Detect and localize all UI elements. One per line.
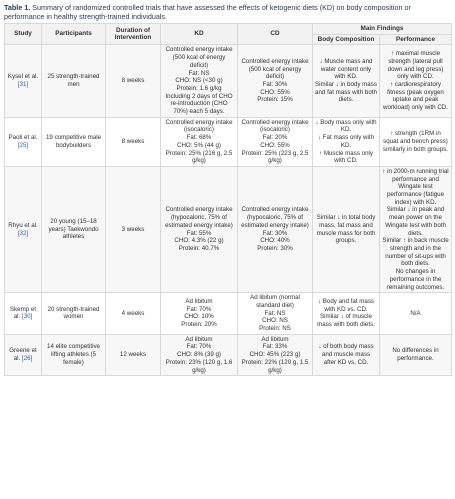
kd-cell-line: CHO: 8% (39 g) xyxy=(176,351,221,359)
header-cd: CD xyxy=(238,24,313,45)
cd-cell-line: Controlled energy intake (isocaloric) xyxy=(241,118,309,134)
kd-cell-line: Fat: 70% xyxy=(186,343,212,351)
performance-cell-line: No differences in performance. xyxy=(392,347,439,362)
cd-cell-line: CHO: 55% xyxy=(260,88,290,96)
performance-cell-line: ↑ maximal muscle strength (lateral pull down and leg press) only with CD. xyxy=(387,50,444,81)
body-composition-cell-line: ↓ Body and fat mass with KD vs. CD. xyxy=(317,298,375,313)
duration-cell: 12 weeks xyxy=(106,334,161,376)
performance-cell xyxy=(380,166,452,292)
performance-cell xyxy=(380,293,452,335)
cd-cell xyxy=(238,334,313,376)
cd-cell-line: Fat: 30% xyxy=(262,81,288,89)
cd-cell xyxy=(238,166,313,292)
study-cell xyxy=(5,293,42,335)
body-composition-cell-line: ↓ Body mass only with KD. xyxy=(315,118,377,134)
duration-cell: 8 weeks xyxy=(106,117,161,166)
body-composition-cell-line: ↓ of both body mass and muscle mass after KD vs. CD. xyxy=(318,343,374,366)
study-name: Rhyu et al. xyxy=(8,221,38,229)
kd-cell-line: Fat: 68% xyxy=(186,134,212,142)
table-row xyxy=(5,166,452,292)
cd-cell-line: CHO: 45% (223 g) xyxy=(249,351,301,359)
caption-text: Summary of randomized controlled trials that have assessed the effects of ketogenic diets (KD) on body composition or performance in healthy strength-trained individuals. xyxy=(4,3,411,21)
header-duration: Duration of Intervention xyxy=(106,24,161,45)
header-kd: KD xyxy=(161,24,238,45)
cd-cell-line: Fat: 30% xyxy=(262,229,288,237)
body-composition-cell xyxy=(313,166,380,292)
participants-cell: 25 strength-trained men xyxy=(42,45,106,117)
study-name: Kysel et al. xyxy=(7,73,39,81)
header-main-findings: Main Findings xyxy=(313,24,452,35)
cd-cell-line: Protein: 15% xyxy=(257,96,293,104)
kd-cell xyxy=(161,334,238,376)
cd-cell-line: Protein: 22% (120 g, 1.5 g/kg) xyxy=(241,358,309,374)
kd-cell-line: Fat: 55% xyxy=(186,229,212,237)
header-study: Study xyxy=(5,24,42,45)
body-composition-cell xyxy=(313,45,380,117)
body-composition-cell-line: ↓ Fat mass only with KD. xyxy=(317,134,375,149)
table-row xyxy=(5,45,452,117)
study-cell xyxy=(5,45,42,117)
kd-cell xyxy=(161,166,238,292)
reference-link[interactable]: [32] xyxy=(17,229,29,237)
kd-cell-line: Controlled energy intake (isocaloric) xyxy=(165,118,233,134)
duration-cell: 4 weeks xyxy=(106,293,161,335)
kd-cell xyxy=(161,45,238,117)
kd-cell-line: Ad libitum xyxy=(185,335,213,343)
kd-cell-line: Fat: NS xyxy=(188,69,210,77)
participants-cell: 14 elite competitive lifting athletes (5 female) xyxy=(42,334,106,376)
participants-cell: 19 competitive male bodybuilders xyxy=(42,117,106,166)
performance-cell xyxy=(380,117,452,166)
body-composition-cell xyxy=(313,117,380,166)
duration-cell: 3 weeks xyxy=(106,166,161,292)
performance-cell xyxy=(380,45,452,117)
body-composition-cell-line: Similar ↓ in body mass and fat mass with both diets. xyxy=(315,81,377,104)
header-performance: Performance xyxy=(380,34,452,45)
cd-cell-line: Fat: NS xyxy=(264,309,286,317)
participants-cell: 20 strength-trained women xyxy=(42,293,106,335)
table-row xyxy=(5,293,452,335)
cd-cell-line: Protein: 30% xyxy=(257,244,293,252)
kd-cell-line: Controlled energy intake (500 kcal of energy deficit) xyxy=(165,46,233,69)
cd-cell-line: Protein: NS xyxy=(259,325,291,333)
performance-cell-line: N/A xyxy=(410,309,421,317)
performance-cell-line: ↑ cardiorespiratory fitness (peak oxygen uptake and peak workload) only with CD. xyxy=(383,81,448,112)
kd-cell-line: Controlled energy intake (hypocaloric, 75% of estimated energy intake) xyxy=(165,206,233,229)
body-composition-cell-line: ↑ Muscle mass only with CD. xyxy=(319,149,373,165)
performance-cell-line: ↑ in 2000-m running trial performance and Wingate test performance (fatigue index) with KD. xyxy=(382,167,449,206)
body-composition-cell-line: Similar ↓ in total body mass, fat mass and muscle mass for both groups. xyxy=(316,214,376,245)
reference-link[interactable]: [25] xyxy=(17,141,29,149)
study-cell xyxy=(5,166,42,292)
kd-cell-line: Protein: 25% (216 g, 2.5 g/kg) xyxy=(165,149,233,165)
cd-cell-line: Controlled energy intake (hypocaloric, 75% of estimated energy intake) xyxy=(241,206,309,229)
cd-cell-line: Fat: 20% xyxy=(262,134,288,142)
header-participants: Participants xyxy=(42,24,106,45)
cd-cell xyxy=(238,117,313,166)
kd-cell xyxy=(161,117,238,166)
table-body xyxy=(5,45,452,376)
findings-table xyxy=(4,23,452,376)
study-name: Skemp et al. xyxy=(9,305,37,321)
header-row xyxy=(5,24,452,35)
cd-cell-line: Ad libitum xyxy=(261,335,289,343)
kd-cell-line: CHO: NS (<30 g) xyxy=(175,77,223,85)
kd-cell-line: Protein: 20% xyxy=(181,321,217,329)
cd-cell xyxy=(238,293,313,335)
cd-cell-line: Ad libitum (normal standard diet) xyxy=(250,294,300,309)
kd-cell-line: Fat: 70% xyxy=(186,305,212,313)
performance-cell-line: Similar ↓ in peak and mean power on the Wingate test with both diets. xyxy=(385,206,446,237)
cd-cell-line: CHO: 55% xyxy=(260,141,290,149)
kd-cell-line: CHO: 10% xyxy=(184,313,214,321)
duration-cell: 8 weeks xyxy=(106,45,161,117)
kd-cell-line: CHO: 4.3% (22 g) xyxy=(174,237,224,245)
cd-cell-line: CHO: NS xyxy=(262,317,288,325)
participants-cell: 20 young (15–18 years) Taekwondo athletes xyxy=(42,166,106,292)
cd-cell-line: Fat: 33% xyxy=(262,343,288,351)
body-composition-cell-line: ↓ Muscle mass and water content only with KD. xyxy=(319,57,373,81)
kd-cell-line: Including 2 days of CHO re-introduction (CHO 70%) each 5 days. xyxy=(165,92,233,116)
study-cell xyxy=(5,334,42,376)
header-body-composition: Body Composition xyxy=(313,34,380,45)
body-composition-cell-line: Similar ↓ of muscle mass with both diets. xyxy=(317,313,375,329)
kd-cell-line: Protein: 40.7% xyxy=(178,244,220,252)
kd-cell-line: CHO: 5% (44 g) xyxy=(176,141,221,149)
study-cell xyxy=(5,117,42,166)
cd-cell-line: CHO: 40% xyxy=(260,237,290,245)
kd-cell-line: Protein: 1.6 g/kg xyxy=(176,84,222,92)
caption-label: Table 1. xyxy=(4,3,31,12)
cd-cell-line: Controlled energy intake (500 kcal of energy deficit) xyxy=(241,57,309,81)
study-name: Paoli et al. xyxy=(8,134,38,142)
performance-cell xyxy=(380,334,452,376)
cd-cell xyxy=(238,45,313,117)
reference-link[interactable]: [26] xyxy=(21,354,33,362)
body-composition-cell xyxy=(313,334,380,376)
performance-cell-line: Similar ↑ in back muscle strength and in the number of sit-ups with both diets. xyxy=(382,237,449,268)
study-name: Greene et al. xyxy=(9,347,37,362)
reference-link[interactable]: [31] xyxy=(17,81,29,89)
performance-cell-line: No changes in performance in the remaining outcomes. xyxy=(386,268,445,291)
cd-cell-line: Protein: 25% (223 g, 2.5 g/kg) xyxy=(241,149,309,165)
table-row xyxy=(5,334,452,376)
body-composition-cell xyxy=(313,293,380,335)
kd-cell-line: Ad libitum xyxy=(185,298,213,306)
kd-cell-line: Protein: 23% (120 g, 1.6 g/kg) xyxy=(165,358,233,374)
table-caption xyxy=(0,0,455,23)
table-row xyxy=(5,117,452,166)
kd-cell xyxy=(161,293,238,335)
performance-cell-line: ↑ strength (1RM in squat and bench press) similarly in both groups. xyxy=(383,130,448,153)
reference-link[interactable]: [30] xyxy=(21,313,33,321)
